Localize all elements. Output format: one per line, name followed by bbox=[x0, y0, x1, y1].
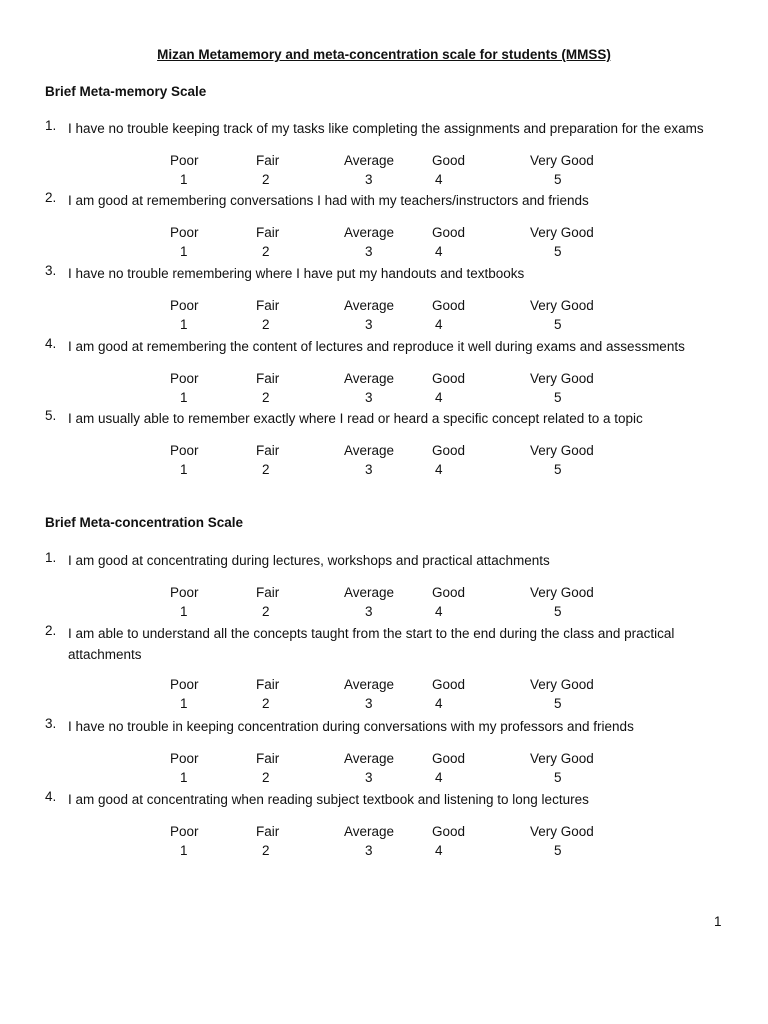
rating-value: 1 bbox=[180, 604, 188, 619]
rating-value: 3 bbox=[365, 244, 373, 259]
rating-value: 4 bbox=[435, 172, 443, 187]
rating-value: 4 bbox=[435, 244, 443, 259]
question-text: I am able to understand all the concepts taught from the start to the end during the class and practical attachments bbox=[68, 626, 675, 662]
rating-label: Fair bbox=[256, 371, 280, 386]
rating-label: Very Good bbox=[530, 225, 594, 240]
rating-value: 4 bbox=[435, 317, 443, 332]
question-text: I am good at concentrating during lectures, workshops and practical attachments bbox=[68, 553, 550, 568]
rating-label: Average bbox=[344, 371, 395, 386]
rating-label: Very Good bbox=[530, 585, 594, 600]
rating-value: 2 bbox=[262, 172, 270, 187]
rating-value: 4 bbox=[435, 843, 443, 858]
rating-label: Fair bbox=[256, 751, 280, 766]
rating-label: Fair bbox=[256, 298, 280, 313]
rating-label: Poor bbox=[170, 153, 199, 168]
question-text: I am good at remembering conversations I had with my teachers/instructors and friends bbox=[68, 193, 589, 208]
rating-value: 3 bbox=[365, 696, 373, 711]
rating-label: Average bbox=[344, 298, 395, 313]
rating-value: 4 bbox=[435, 770, 443, 785]
rating-value: 5 bbox=[554, 770, 562, 785]
document-title: Mizan Metamemory and meta-concentration scale for students (MMSS) bbox=[157, 47, 611, 62]
question-number: 2. bbox=[45, 190, 57, 205]
rating-label: Fair bbox=[256, 585, 280, 600]
rating-label: Good bbox=[432, 225, 466, 240]
rating-label: Fair bbox=[256, 153, 280, 168]
rating-value: 1 bbox=[180, 244, 188, 259]
rating-label: Average bbox=[344, 225, 395, 240]
rating-value: 2 bbox=[262, 244, 270, 259]
rating-label: Good bbox=[432, 824, 466, 839]
rating-value: 2 bbox=[262, 696, 270, 711]
rating-value: 5 bbox=[554, 172, 562, 187]
rating-value: 4 bbox=[435, 390, 443, 405]
question-text: I have no trouble in keeping concentration during conversations with my professors and friends bbox=[68, 719, 634, 734]
rating-label: Fair bbox=[256, 443, 280, 458]
rating-value: 3 bbox=[365, 604, 373, 619]
rating-value: 2 bbox=[262, 462, 270, 477]
rating-label: Good bbox=[432, 751, 466, 766]
rating-label: Very Good bbox=[530, 371, 594, 386]
rating-label: Average bbox=[344, 585, 395, 600]
rating-value: 3 bbox=[365, 770, 373, 785]
rating-value: 2 bbox=[262, 390, 270, 405]
rating-label: Average bbox=[344, 153, 395, 168]
rating-label: Good bbox=[432, 677, 466, 692]
rating-value: 1 bbox=[180, 696, 188, 711]
rating-value: 3 bbox=[365, 317, 373, 332]
rating-label: Good bbox=[432, 443, 466, 458]
question-number: 4. bbox=[45, 789, 57, 804]
rating-value: 1 bbox=[180, 843, 188, 858]
section-heading: Brief Meta-memory Scale bbox=[45, 84, 207, 99]
rating-label: Average bbox=[344, 443, 395, 458]
question-number: 5. bbox=[45, 408, 57, 423]
rating-label: Very Good bbox=[530, 443, 594, 458]
question-number: 3. bbox=[45, 716, 57, 731]
rating-label: Average bbox=[344, 824, 395, 839]
question-number: 4. bbox=[45, 336, 57, 351]
rating-label: Poor bbox=[170, 371, 199, 386]
rating-label: Fair bbox=[256, 677, 280, 692]
rating-value: 3 bbox=[365, 843, 373, 858]
rating-value: 4 bbox=[435, 604, 443, 619]
rating-label: Fair bbox=[256, 225, 280, 240]
rating-label: Very Good bbox=[530, 298, 594, 313]
question-number: 3. bbox=[45, 263, 57, 278]
rating-value: 2 bbox=[262, 604, 270, 619]
rating-label: Poor bbox=[170, 225, 199, 240]
rating-label: Poor bbox=[170, 298, 199, 313]
rating-label: Very Good bbox=[530, 824, 594, 839]
rating-value: 2 bbox=[262, 317, 270, 332]
rating-value: 1 bbox=[180, 462, 188, 477]
question-text: I am good at concentrating when reading subject textbook and listening to long lectures bbox=[68, 792, 589, 807]
rating-label: Good bbox=[432, 153, 466, 168]
rating-label: Poor bbox=[170, 677, 199, 692]
rating-label: Very Good bbox=[530, 677, 594, 692]
rating-label: Good bbox=[432, 585, 466, 600]
rating-value: 4 bbox=[435, 696, 443, 711]
question-number: 1. bbox=[45, 550, 57, 565]
rating-value: 2 bbox=[262, 770, 270, 785]
rating-value: 5 bbox=[554, 244, 562, 259]
question-number: 1. bbox=[45, 118, 57, 133]
rating-label: Poor bbox=[170, 824, 199, 839]
rating-value: 5 bbox=[554, 843, 562, 858]
rating-label: Very Good bbox=[530, 751, 594, 766]
rating-label: Average bbox=[344, 677, 395, 692]
rating-label: Poor bbox=[170, 751, 199, 766]
rating-label: Good bbox=[432, 298, 466, 313]
rating-value: 5 bbox=[554, 462, 562, 477]
question-number: 2. bbox=[45, 623, 57, 638]
question-text: I am usually able to remember exactly where I read or heard a specific concept related to a topic bbox=[68, 411, 643, 426]
rating-value: 2 bbox=[262, 843, 270, 858]
page-number: 1 bbox=[714, 914, 722, 929]
rating-label: Poor bbox=[170, 585, 199, 600]
question-text: I have no trouble remembering where I have put my handouts and textbooks bbox=[68, 266, 525, 281]
rating-value: 3 bbox=[365, 390, 373, 405]
rating-value: 5 bbox=[554, 696, 562, 711]
rating-value: 1 bbox=[180, 770, 188, 785]
rating-value: 5 bbox=[554, 317, 562, 332]
rating-label: Good bbox=[432, 371, 466, 386]
question-text: I am good at remembering the content of lectures and reproduce it well during exams and assessments bbox=[68, 339, 685, 354]
rating-value: 5 bbox=[554, 604, 562, 619]
question-text: I have no trouble keeping track of my tasks like completing the assignments and preparation for the exams bbox=[68, 121, 704, 136]
rating-value: 3 bbox=[365, 172, 373, 187]
rating-value: 4 bbox=[435, 462, 443, 477]
rating-label: Average bbox=[344, 751, 395, 766]
rating-label: Poor bbox=[170, 443, 199, 458]
rating-value: 3 bbox=[365, 462, 373, 477]
rating-value: 1 bbox=[180, 390, 188, 405]
rating-value: 5 bbox=[554, 390, 562, 405]
rating-label: Very Good bbox=[530, 153, 594, 168]
rating-value: 1 bbox=[180, 172, 188, 187]
rating-value: 1 bbox=[180, 317, 188, 332]
rating-label: Fair bbox=[256, 824, 280, 839]
section-heading: Brief Meta-concentration Scale bbox=[45, 515, 244, 530]
